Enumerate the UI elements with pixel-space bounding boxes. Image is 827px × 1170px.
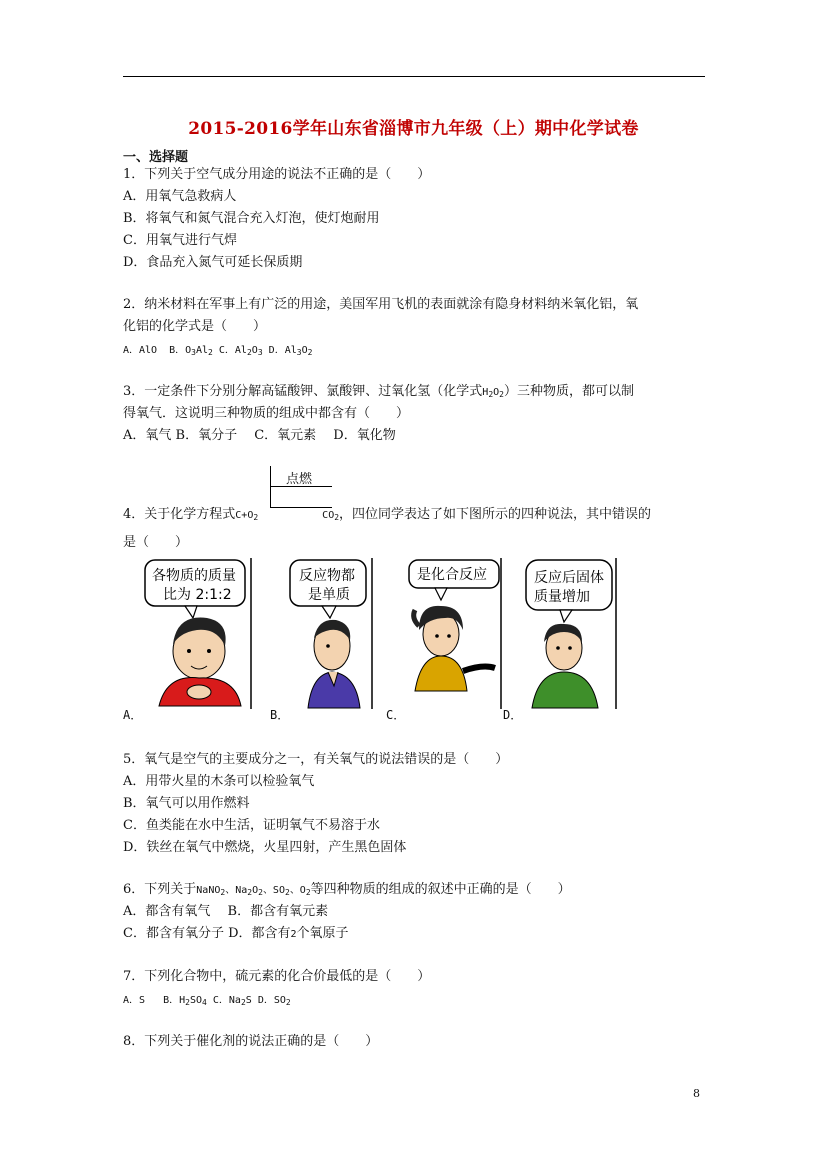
- q6-formulas: NaNO$_2$、$Na_2O_2$、$SO_2$、$O_2$: [196, 885, 311, 897]
- q1-option-d: D．食品充入氮气可延长保质期: [123, 255, 303, 270]
- q4-reactants: $C+O_2$: [235, 510, 259, 522]
- q4-stem-line1: [123, 507, 651, 524]
- q6-option-d-number: 2: [290, 929, 297, 940]
- q6-stem-part2: 等四种物质的组成的叙述中正确的是（ ）: [310, 882, 571, 897]
- q5-option-d: D．铁丝在氧气中燃烧，火星四射，产生黑色固体: [123, 840, 407, 855]
- q1-option-b: B．将氧气和氮气混合充入灯泡，使灯炮耐用: [123, 211, 380, 226]
- reaction-condition-box: [270, 466, 332, 508]
- q3-stem-part2: ）三种物质，都可以制: [504, 384, 635, 399]
- page-title: 2015-2016学年山东省淄博市九年级（上）期中化学试卷: [188, 119, 639, 139]
- cartoon-a: [137, 556, 255, 711]
- header-rule: [123, 76, 705, 77]
- page-number: 8: [693, 1087, 700, 1100]
- q5-option-a: A．用带火星的木条可以检验氧气: [123, 774, 315, 789]
- q1-option-a: A．用氧气急救病人: [123, 189, 237, 204]
- q2-options: A．AlO B．$O_3Al_2$ C．$Al_2O_3$ D．$Al_3O_2$: [123, 345, 313, 357]
- q5-option-b: B．氧气可以用作燃料: [123, 796, 250, 811]
- reaction-condition: 点燃: [286, 472, 313, 487]
- q5-option-c: C．鱼类能在水中生活，证明氧气不易溶于水: [123, 818, 380, 833]
- q6-option-c-text: C．都含有氧分子 D．都含有: [123, 926, 291, 941]
- q3-options: A．氧气 B．氧分子 C．氧元素 D．氧化物: [123, 428, 396, 443]
- cartoon-d: [520, 556, 638, 711]
- bubble-a-line2: 比为 2:1:2: [163, 587, 232, 603]
- q4-label-b: B．: [270, 708, 290, 722]
- q4-product: $CO_2$: [322, 510, 340, 522]
- q4-label-c: C．: [386, 708, 406, 722]
- q1-stem: 1．下列关于空气成分用途的说法不正确的是（ ）: [123, 167, 431, 182]
- q2-stem-line2: 化铝的化学式是（ ）: [123, 319, 267, 334]
- q2-stem-line1: 2．纳米材料在军事上有广泛的用途，美国军用飞机的表面就涂有隐身材料纳米氧化铝，氧: [123, 297, 639, 312]
- q4-label-d: D．: [503, 708, 523, 722]
- q3-formula: $H_2O_2$: [482, 387, 504, 399]
- bubble-c-line1: 是化合反应: [417, 567, 487, 583]
- section-heading: 一、选择题: [123, 150, 189, 165]
- q1-option-c: C．用氧气进行气焊: [123, 233, 237, 248]
- q3-stem-line2: 得氧气．这说明三种物质的组成中都含有（ ）: [123, 406, 410, 421]
- q6-stem-part1: 6．下列关于: [123, 882, 197, 897]
- q3-stem-part1: 3．一定条件下分别分解高锰酸钾、氯酸钾、过氧化氢（化学式: [123, 384, 483, 399]
- q8-stem: 8．下列关于催化剂的说法正确的是（ ）: [123, 1034, 379, 1049]
- q7-stem: 7．下列化合物中，硫元素的化合价最低的是（ ）: [123, 969, 431, 984]
- bubble-a-line1: 各物质的质量: [152, 568, 236, 584]
- q4-stem-part2: ，四位同学表达了如下图所示的四种说法，其中错误的: [339, 507, 652, 522]
- bubble-d-line1: 反应后固体: [534, 570, 604, 586]
- q7-options: A．S B．$H_2SO_4$ C．$Na_2S$ D．$SO_2$: [123, 995, 291, 1007]
- q6-options-ab: A．都含有氧气 B．都含有氧元素: [123, 904, 329, 919]
- q4-stem-line2: 是（ ）: [123, 535, 189, 550]
- q6-options-cd: [123, 926, 349, 943]
- bubble-b-line1: 反应物都: [299, 568, 355, 584]
- q6-option-d-tail: 个氧原子: [296, 926, 349, 941]
- q3-stem-line1: [123, 384, 634, 401]
- cartoon-b: [280, 556, 398, 711]
- q6-stem: [123, 882, 571, 899]
- bubble-b-line2: 是单质: [308, 587, 350, 603]
- bubble-d-line2: 质量增加: [534, 589, 590, 605]
- cartoon-c: [405, 556, 523, 711]
- q4-stem-part1: 4．关于化学方程式: [123, 507, 236, 522]
- q5-stem: 5．氧气是空气的主要成分之一，有关氧气的说法错误的是（ ）: [123, 752, 509, 767]
- q4-label-a: A．: [123, 708, 143, 722]
